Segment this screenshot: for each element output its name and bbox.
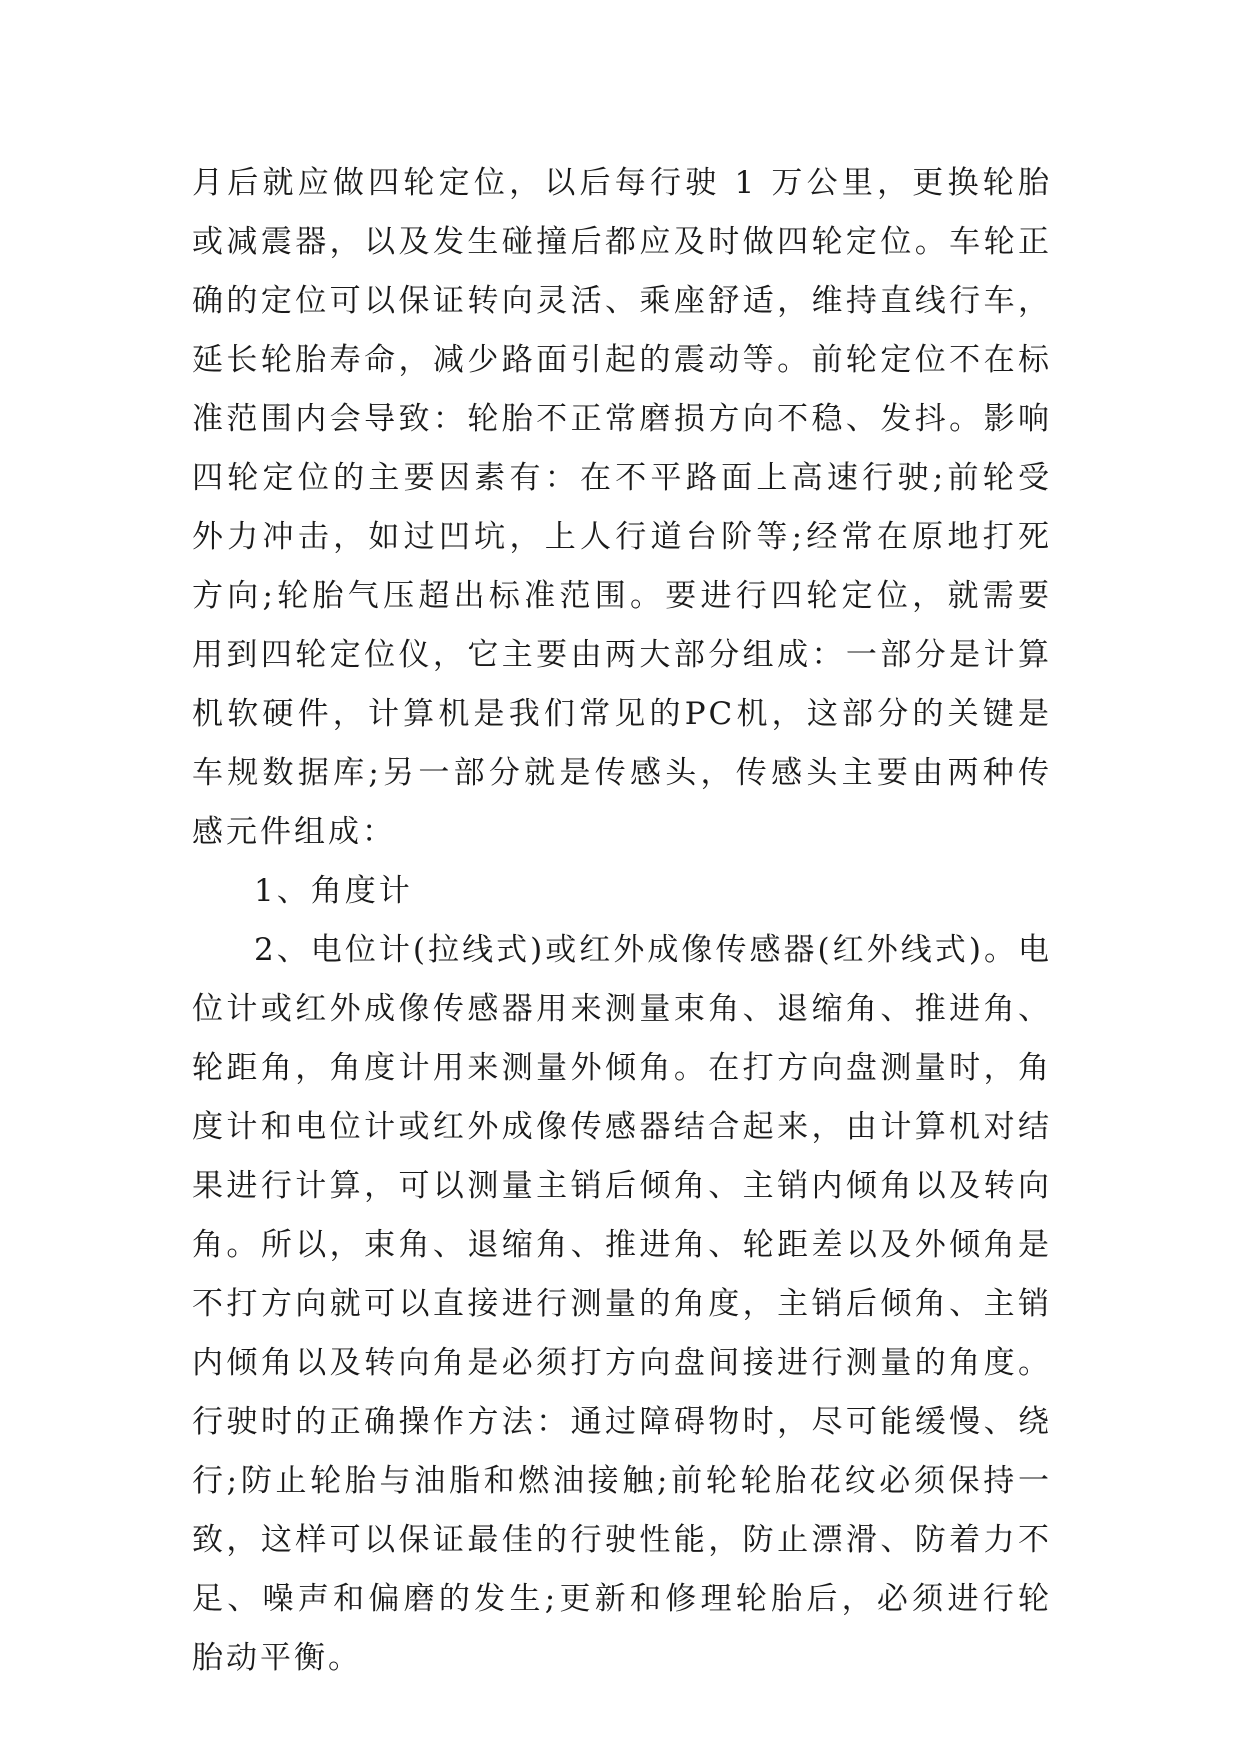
list-item-angle-gauge: 1、角度计 xyxy=(254,873,413,909)
list-item-potentiometer: 2、电位计(拉线式)或红外成像传感器(红外线式)。电位计或红外成像传感器用来测量束角、退缩角、推进角、轮距角，角度计用来测量外倾角。在打方向盘测量时，角度计和电位计或红外成像传感器结合起来，由计算机对结果进行计算，可以测量主销后倾角、主销内倾角以及转向角。所以，束角、退缩角、推进角、轮距差以及外倾角是不打方向就可以直接进行测量的角度，主销后倾角、主销内倾角以及转向角是必须打方向盘间接进行测量的角度。行驶时的正确操作方法：通过障碍物时，尽可能缓慢、绕行;防止轮胎与油脂和燃油接触;前轮轮胎花纹必须保持一致，这样可以保证最佳的行驶性能，防止漂滑、防着力不足、噪声和偏磨的发生;更新和修理轮胎后，必须进行轮胎动平衡。 xyxy=(192,932,1052,1676)
body-text xyxy=(192,154,1052,1688)
paragraph-continuation: 月后就应做四轮定位，以后每行驶 1 万公里，更换轮胎或减震器，以及发生碰撞后都应及时做四轮定位。车轮正确的定位可以保证转向灵活、乘座舒适，维持直线行车，延长轮胎寿命，减少路面引起的震动等。前轮定位不在标准范围内会导致：轮胎不正常磨损方向不稳、发抖。影响四轮定位的主要因素有：在不平路面上高速行驶;前轮受外力冲击，如过凹坑，上人行道台阶等;经常在原地打死方向;轮胎气压超出标准范围。要进行四轮定位，就需要用到四轮定位仪，它主要由两大部分组成：一部分是计算机软硬件，计算机是我们常见的PC机，这部分的关键是车规数据库;另一部分就是传感头，传感头主要由两种传感元件组成： xyxy=(192,165,1052,850)
